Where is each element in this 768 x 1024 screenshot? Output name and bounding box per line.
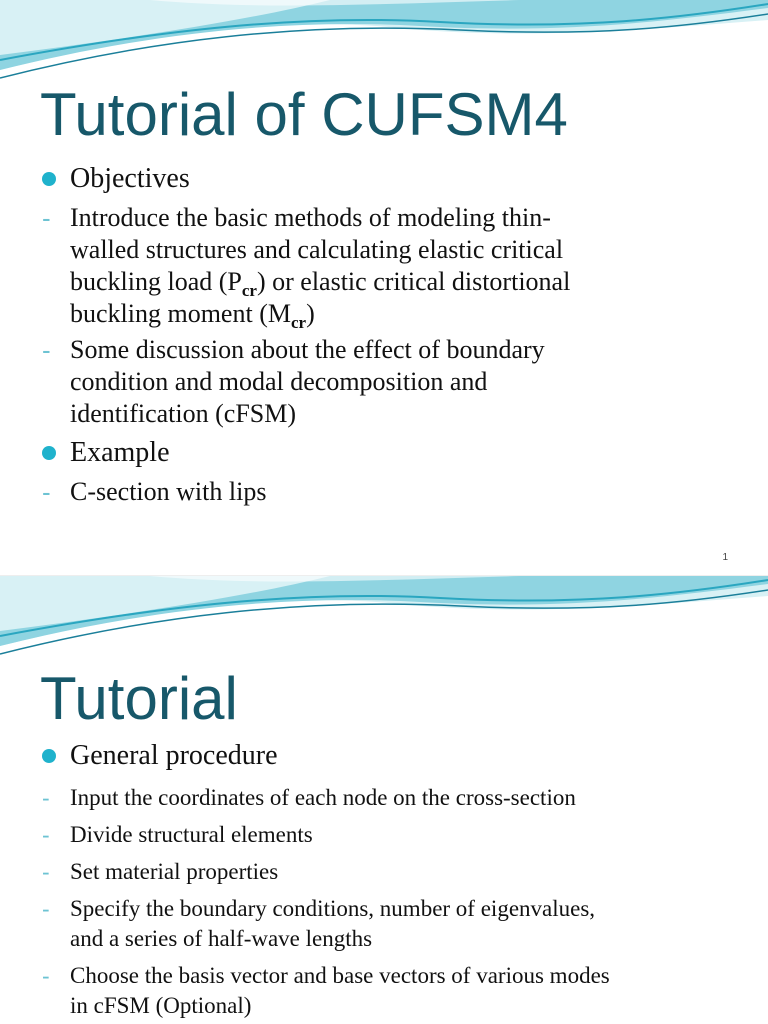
slide-body (40, 739, 740, 1024)
dash-item-introduce (40, 202, 740, 330)
slide-2 (0, 576, 768, 1024)
dash-line: ) or elastic critical distortional (256, 267, 571, 296)
dash-line: identification (cFSM) (70, 399, 297, 428)
subscript-cr: cr (290, 313, 307, 332)
page-number: 1 (722, 552, 728, 563)
dash-line: walled structures and calculating elastic critical (70, 235, 564, 264)
dash-line: Choose the basis vector and base vectors of various modes (70, 963, 610, 988)
dash-line: and a series of half-wave lengths (70, 926, 373, 951)
dash-item-discussion (40, 334, 740, 430)
dash-line: Some discussion about the effect of boundary (70, 335, 545, 364)
dash-item (40, 783, 740, 813)
dash-line: Introduce the basic methods of modeling thin- (70, 203, 551, 232)
dash-mark: - (42, 896, 50, 922)
dash-item-example (40, 476, 740, 508)
bullet-label: General procedure (70, 740, 278, 771)
dash-line: in cFSM (Optional) (70, 993, 252, 1018)
dash-mark: - (42, 203, 51, 233)
dash-mark: - (42, 859, 50, 885)
dash-line: condition and modal decomposition and (70, 367, 488, 396)
dash-line: C-section with lips (70, 477, 267, 506)
dash-mark: - (42, 963, 50, 989)
bullet-procedure (40, 739, 740, 773)
dash-mark: - (42, 477, 51, 507)
dash-item (40, 820, 740, 850)
bullet-dot-icon (42, 172, 56, 186)
slide-title: Tutorial of CUFSM4 (40, 81, 568, 148)
dash-line: Set material properties (70, 859, 279, 884)
dash-item (40, 857, 740, 887)
bullet-objectives (40, 162, 740, 196)
subscript-cr: cr (241, 281, 257, 300)
dash-line: buckling moment (M (70, 299, 291, 328)
dash-mark: - (42, 785, 50, 811)
bullet-dot-icon (42, 446, 56, 460)
dash-item (40, 961, 740, 1021)
dash-item (40, 894, 740, 954)
dash-line: ) (306, 299, 315, 328)
slide-title: Tutorial (40, 665, 238, 732)
dash-line: Specify the boundary conditions, number of eigenvalues, (70, 896, 596, 921)
bullet-label: Objectives (70, 163, 190, 194)
header-wave-decoration (0, 576, 768, 666)
dash-line: buckling load (P (70, 267, 242, 296)
bullet-example (40, 436, 740, 470)
bullet-label: Example (70, 437, 170, 468)
dash-mark: - (42, 822, 50, 848)
slide-body (40, 162, 740, 512)
dash-line: Input the coordinates of each node on the cross-section (70, 785, 576, 810)
header-wave-decoration (0, 0, 768, 90)
dash-line: Divide structural elements (70, 822, 313, 847)
bullet-dot-icon (42, 749, 56, 763)
dash-mark: - (42, 335, 51, 365)
